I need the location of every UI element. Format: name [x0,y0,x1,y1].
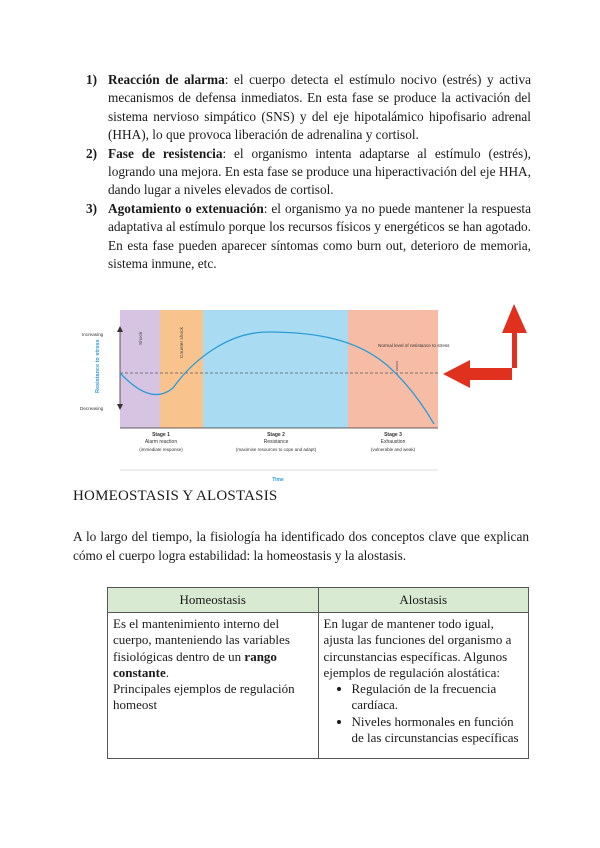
list-item-term: Fase de resistencia [108,145,223,161]
stage-1-name: Alarm reaction [144,439,178,445]
list-item: 3) Agotamiento o extenuación: el organismo ya no puede mantener la respuesta adaptativa al estímulo porque los recursos físicos y energéticos se han agotado. En esta fase pueden aparecer síntomas como burn out, deterioro de memoria, sistema inmune, etc. [86,200,531,272]
y-top-label: Increasing [82,332,104,337]
header-homeostasis: Homeostasis [108,588,319,613]
band-shock [120,310,160,428]
homeostasis-examples: Principales ejemplos de regulación homeost [113,681,295,713]
stage-3-title: Stage 3 [384,432,402,438]
stage-2-desc: (maximise resources to cope and adapt) [235,447,317,452]
header-alostasis: Alostasis [318,588,529,613]
list-item-text: : el organismo intenta adaptarse al estímulo (estrés), logrando una mejora. En esta fase se produce una hiperactivación del eje HHA, dando lugar a niveles elevados de cortisol. [108,145,531,198]
time-label: Time [272,477,284,483]
alostasis-list [324,681,524,746]
intro-paragraph: A lo largo del tiempo, la fisiología ha identificado dos conceptos clave que explican cómo el cuerpo logra estabilidad: la homeostasis y la alostasis. [73,529,529,563]
list-item: 2) Fase de resistencia: el organismo intenta adaptarse al estímulo (estrés), logrando una mejora. En esta fase se produce una hiperactivación del eje HHA, dando lugar a niveles elevados de cortisol. [86,145,531,198]
stage-2-title: Stage 2 [267,432,285,438]
list-item: • Regulación de la frecuencia cardíaca. [352,681,524,714]
stage-1-title: Stage 1 [152,432,170,438]
stage-3-desc: (vulnerable and weak) [370,447,416,452]
y-bottom-label: Decreasing [80,406,104,411]
list-item: 1) Reacción de alarma: el cuerpo detecta el estímulo nocivo (estrés) y activa mecanismos de defensa inmediatos. En esta fase se produce la activación del sistema nervioso simpático (SNS) y del eje hipotalámico hipofisario adrenal (HHA), lo que provoca liberación de adrenalina y cortisol. [86,72,531,143]
stress-adaptation-figure [68,300,538,490]
red-arrow-icon [443,304,527,388]
stage-3-name: Exhaustion [380,439,406,445]
list-item-term: Reacción de alarma [108,72,225,87]
band-counter-label: Counter shock [180,327,185,358]
band-resistance [203,310,348,428]
table-header-row [108,588,529,613]
list-item-term: Agotamiento o extenuación [108,200,264,216]
section-heading: HOMEOSTASIS Y ALOSTASIS [73,488,278,504]
table-row [108,613,529,759]
cell-alostasis: En lugar de mantener todo igual, ajusta las funciones del organismo a circunstancias específicas. Algunos ejemplos de regulación alostática: • Regulación de la frecuencia cardíaca. • Niveles hormonales en función de las circunstancias específicas [318,613,529,759]
band-exhaustion [348,310,438,428]
stage-2-name: Resistance [263,439,289,445]
band-shock-label: Shock [139,331,144,345]
normal-level-label: Normal level of resistance to stress [378,343,450,348]
list-item-text: : el organismo ya no puede mantener la respuesta adaptativa al estímulo porque los recursos físicos y energéticos se han agotado. En esta fase pueden aparecer síntomas como burn out, deterioro de memoria, sistema inmune, etc. [108,200,531,272]
list-item-text: : el cuerpo detecta el estímulo nocivo (estrés) y activa mecanismos de defensa inmediatos. En esta fase se produce la activación del sistema nervioso simpático (SNS) y del eje hipotalámico hipofisario adrenal (HHA), lo que provoca liberación de adrenalina y cortisol. [108,72,531,143]
comparison-table [107,587,529,759]
list-item: • Niveles hormonales en función de las circunstancias específicas [352,714,524,747]
y-axis-title: Resistance to stress [95,339,101,393]
stage-1-desc: (immediate response) [139,447,183,452]
stress-phases-list [86,71,531,273]
cell-homeostasis: Es el mantenimiento interno del cuerpo, manteniendo las variables fisiológicas dentro de un rango constante. Principales ejemplos de regulación homeost [108,613,319,759]
